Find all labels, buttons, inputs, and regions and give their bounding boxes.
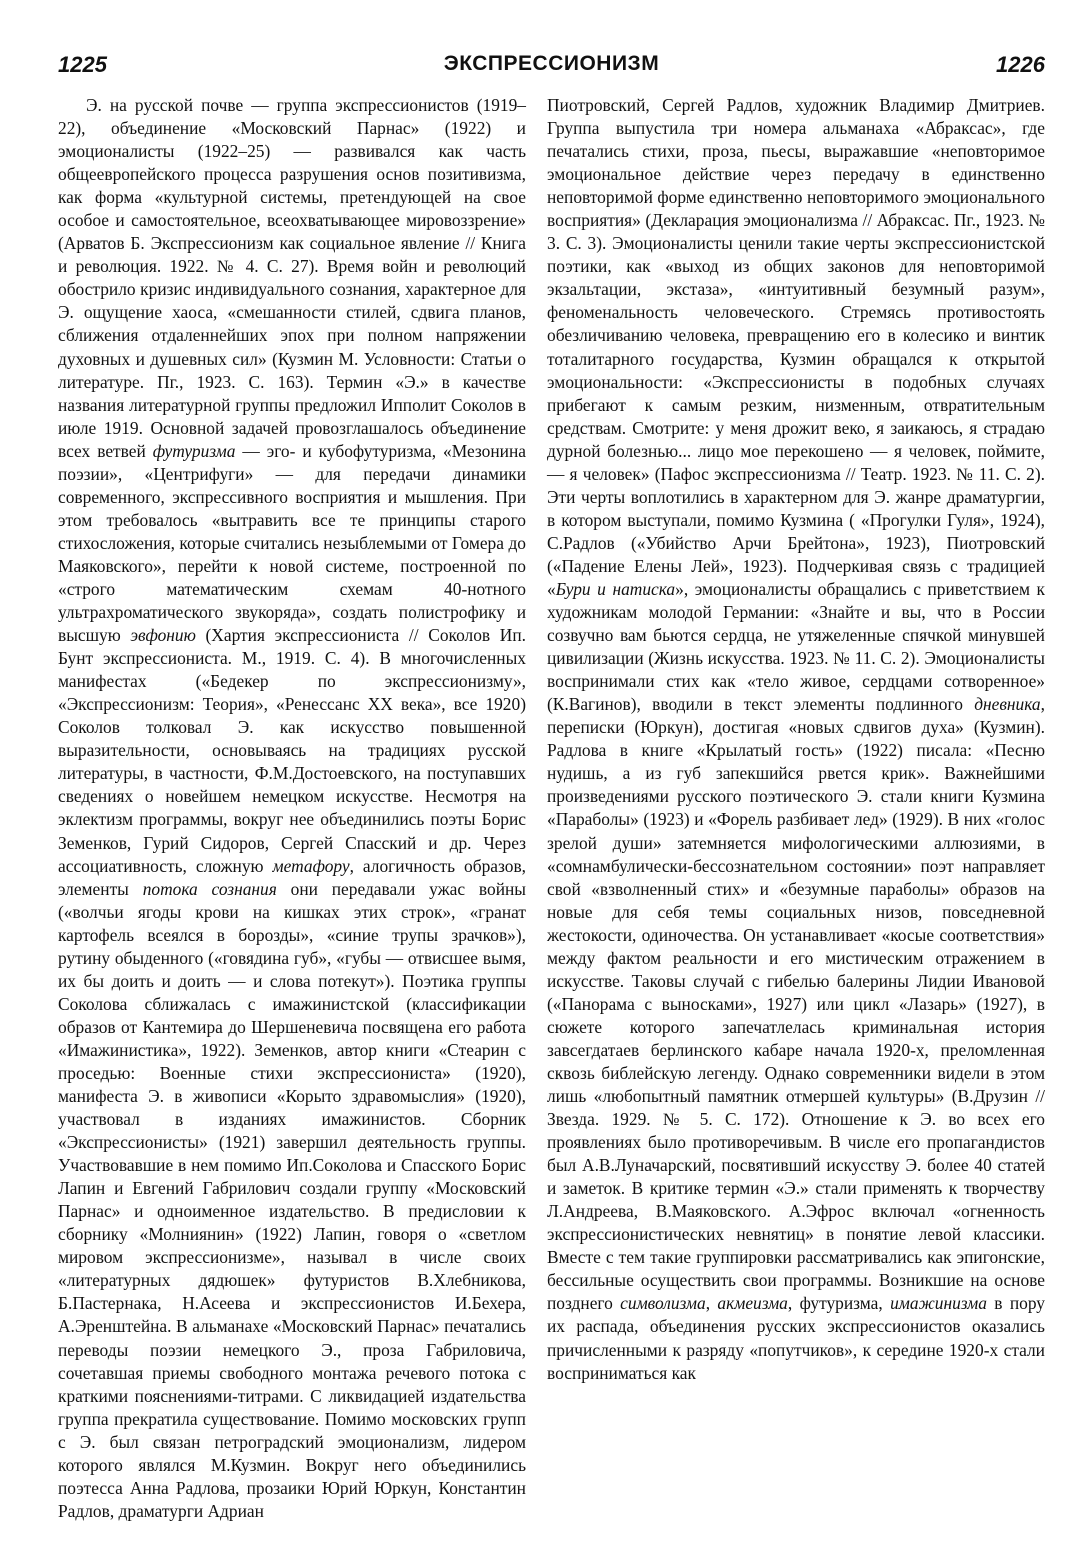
text-run: , переписки (Юркун), достигая «новых сдвигов духа» (Кузмин). Радлова в книге «Крылатый гость» (1922) писала: «Песню нудишь, а из губ запекшийся рвется крик». Важнейшими произведениями русского поэтического Э. стали книги Кузмина «Параболы» (1923) и «Форель разбивает лед» (1929). В них «голос зрелой души» затемняется мифологическими аллюзиями, в «сомнамбулически-бессознательном состоянии» поэт направляет свой «взволненный стих» и «безумные параболы» образов на новые для себя темы социальных низов, повседневной жестокости, одиночества. Он устанавливает «косые соответствия» между фактом реальности и его мистическим отражением в искусстве. Таковы случай с гибелью балерины Лидии Ивановой («Панорама с выносками», 1927) или цикл «Лазарь» (1927), в сюжете которого запечатлелась криминальная история завсегдатаев берлинского кабаре начала 1920-х, преломленная сквозь библейскую легенду. Однако современники видели в этом лишь «любопытный памятник отмершей культуры» (В.Друзин // Звезда. 1929. № 5. С. 172). Отношение к Э. во всех его проявлениях было противоречивым. В числе его пропагандистов был А.В.Луначарский, посвятивший искусству Э. более 40 статей и заметок. В критике термин «Э.» стали применять к творчеству Л.Андреева, В.Маяковского. А.Эфрос включал «огненность экспрессионистических невнятиц» в понятие левой классики. Вместе с тем такие группировки рассматривались как эпигонские, бессильные осуществить свои программы. Возникшие на основе позднего (547, 694, 1045, 1314)
article-paragraph (58, 94, 526, 1523)
text-run: , (705, 1293, 718, 1314)
text-run: », эмоционалисты обращались с приветствием к художникам молодой Германии: «Знайте и вы, что в России созвучно вам бьются сердца, не утяжеленные спячкой минувшей цивилизации (Жизнь искусства. 1923. № 11. С. 2). Эмоционалисты воспринимали стих как «тело живое, сердцами сотворенное» (К.Вагинов), вводили в текст элементы подлинного (547, 578, 1045, 715)
text-run: Пиотровский, Сергей Радлов, художник Владимир Дмитриев. Группа выпустила три номера альманаха «Абраксас», где печатались стихи, проза, пьесы, выражавшие «неповторимое эмоциональное действие через передачу в единственно неповторимой форме единственно неповторимого эмоционального восприятия» (Декларация эмоционализма // Абраксас. Пг., 1923. № 3. С. 3). Эмоционалисты ценили такие черты экспрессионистской поэтики, как «выход из общих законов для неповторимой экзальтации, экстаза», «интуитивный безумный разум», феноменальность человеческого. Стремясь противостоять обезличиванию человека, превращению его в колесико и винтик тоталитарного государства, Кузмин обращался к открытой эмоциональности: «Экспрессионисты в подобных случаях прибегают к самым резким, низменным, отвратительным средствам. Смотрите: у меня дрожит веко, я заикаюсь, я страдаю дурной болезнью... лицо мое перекошено — я человек, поймите, — я человек» (Пафос экспрессионизма // Театр. 1923. № 11. С. 2). Эти черты воплотились в характерном для Э. жанре драматургии, в котором выступали, помимо Кузмина ( «Прогулки Гуля», 1924), С.Радлов («Убийство Арчи Брейтона», 1923), Пиотровский («Падение Елены Лей», 1923). Подчеркивая связь с традицией « (547, 95, 1045, 599)
page-number-right: 1226 (996, 52, 1045, 77)
term-link: эвфонию (130, 625, 196, 646)
term-link: символизма (620, 1293, 706, 1314)
term-link: метафору (272, 855, 350, 876)
term-link: потока сознания (142, 878, 277, 899)
text-run: — эго- и кубофутуризма, «Мезонина поэзии», «Центрифуги» — для передачи динамики современного, экспрессивного восприятия и мышления. При этом требовалось «вытравить все те принципы старого стихосложения, которые считались незыблемыми от Гомера до Маяковского», перейти к новой системе, построенной по «строго математическим схемам 40-нотного ультрахроматического звукоряда», создать полистрофику и высшую (58, 440, 527, 646)
page-number-left: 1225 (58, 52, 107, 77)
text-run: (Хартия экспрессиониста // Соколов Ип. Бунт экспрессиониста. М., 1919. С. 4). В многочисленных манифестах («Бедекер по экспрессионизму», «Экспрессионизм: Теория», «Ренессанс XX века», все 1920) Соколов толковал Э. как искусство повышенной выразительности, основываясь на традициях русской литературы, в частности, Ф.М.Достоевского, на поступавших сведениях о новейшем немецком искусстве. Несмотря на эклектизм программы, вокруг нее объединились поэты Борис Земенков, Гурий Сидоров, Сергей Спасский и др. Через ассоциативность, сложную (58, 625, 527, 876)
article-paragraph (547, 94, 1045, 1385)
term-link: дневника (974, 694, 1041, 715)
term-link: Бури и натиска (555, 578, 676, 599)
text-run: , футуризма, (787, 1293, 891, 1314)
running-header (58, 52, 1045, 82)
text-run: в пору их распада, объединения русских экспрессионистов оказались причисленными к разряду «попутчиков», к середине 1920-х стали восприниматься как (547, 1293, 1045, 1383)
text-run: они передавали ужас войны («волчьи ягоды крови на кишках этих строк», «гранат картофель всеялся в борозды», «синие трупы зрачков»), рутину обыденного («говядина губ», «губы — отвисшее вымя, их бы доить и доить — и слова потекут»). Поэтика группы Соколова сближалась с имажинистской (классификации образов от Кантемира до Шершеневича посвящена его работа «Имажинистика», 1922). Земенков, автор книги «Стеарин с проседью: Военные стихи экспрессиониста» (1920), манифеста Э. в живописи «Корыто здравомыслия» (1920), участвовал в изданиях имажинистов. Сборник «Экспрессионисты» (1921) завершил деятельность группы. Участвовавшие в нем помимо Ип.Соколова и Спасского Борис Лапин и Евгений Габрилович создали группу «Московский Парнас» и одноименное издательство. В предисловии к сборнику «Молниянин» (1922) Лапин, говоря о «светлом мировом экспрессионизме», называл в числе своих «литературных дядюшек» футуристов В.Хлебникова, Б.Пастернака, Н.Асеева и экспрессионистов И.Бехера, А.Эренштейна. В альманахе «Московский Парнас» печатались переводы поэзии немецкого Э., проза Габриловича, сочетавшая приемы свободного монтажа речевого потока с краткими пояснениями-титрами. С ликвидацией издательства группа прекратила существование. Помимо московских групп с Э. был связан петроградский эмоционализм, лидером которого являлся М.Кузмин. Вокруг него объединились поэтесса Анна Радлова, прозаики Юрий Юркун, Константин Радлов, драматурги Адриан (58, 878, 526, 1521)
text-column-left (58, 94, 526, 1523)
page-title: ЭКСПРЕССИОНИЗМ (443, 52, 660, 75)
term-link: имажинизма (890, 1293, 987, 1314)
text-run: , алогичность образов, элементы (58, 855, 527, 899)
text-column-right (547, 94, 1045, 1385)
term-link: футуризма (152, 440, 236, 461)
term-link: акмеизма (717, 1293, 788, 1314)
text-run: Э. на русской почве — группа экспрессионистов (1919–22), объединение «Московский Парнас» (1922) и эмоционалисты (1922–25) — развивался как часть общеевропейского процесса разрушения основ позитивизма, как форма «культурной системы, претендующей на свое особое и самостоятельное, всеохватывающее мировоззрение» (Арватов Б. Экспрессионизм как социальное явление // Книга и революция. 1922. № 4. С. 27). Время войн и революций обострило кризис индивидуального сознания, характерное для Э. ощущение хаоса, «смешанности стилей, сдвига планов, сближения отдаленнейших эпох при полном напряжении духовных и душевных сил» (Кузмин М. Условности: Статьи о литературе. Пг., 1923. С. 163). Термин «Э.» в качестве названия литературной группы предложил Ипполит Соколов в июле 1919. Основной задачей провозглашалось объединение всех ветвей (58, 95, 526, 461)
